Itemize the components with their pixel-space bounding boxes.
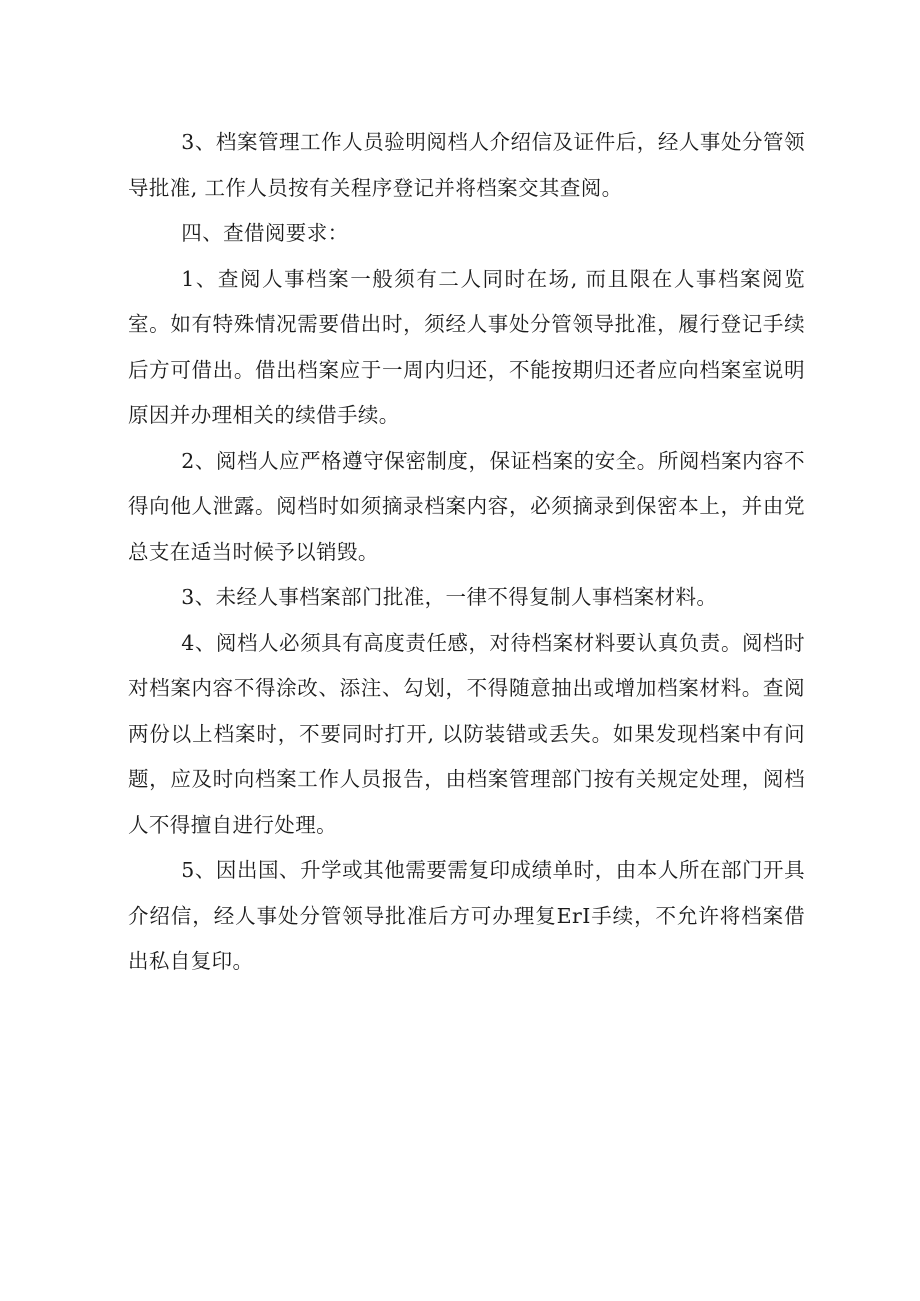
paragraph-rule-5: 5、因出国、升学或其他需要需复印成绩单时，由本人所在部门开具介绍信，经人事处分管领导批准后方可办理复ErI手续，不允许将档案借出私自复印。 [128,858,805,973]
paragraph-approval-procedure: 3、档案管理工作人员验明阅档人介绍信及证件后，经人事处分管领导批准, 工作人员按有关程序登记并将档案交其查阅。 [128,130,805,200]
document-body [128,120,805,985]
paragraph-rule-4: 4、阅档人必须具有高度责任感，对待档案材料要认真负责。阅档时对档案内容不得涂改、添注、勾划，不得随意抽出或增加档案材料。查阅两份以上档案时，不要同时打开, 以防装错或丢失。如果发现档案中有问题，应及时向档案工作人员报告，由档案管理部门按有关规定处理，阅档人不得擅自进行处理。 [128,630,805,837]
section-heading-borrowing-requirements: 四、查借阅要求： [181,221,349,245]
paragraph-rule-3: 3、未经人事档案部门批准，一律不得复制人事档案材料。 [181,585,718,609]
paragraph-rule-2: 2、阅档人应严格遵守保密制度，保证档案的安全。所阅档案内容不得向他人泄露。阅档时如须摘录档案内容，必须摘录到保密本上，并由党总支在适当时候予以销毁。 [128,448,805,564]
paragraph-rule-1: 1、查阅人事档案一般须有二人同时在场, 而且限在人事档案阅览室。如有特殊情况需要借出时，须经人事处分管领导批准，履行登记手续后方可借出。借出档案应于一周内归还，不能按期归还者应向档案室说明原因并办理相关的续借手续。 [128,266,805,427]
